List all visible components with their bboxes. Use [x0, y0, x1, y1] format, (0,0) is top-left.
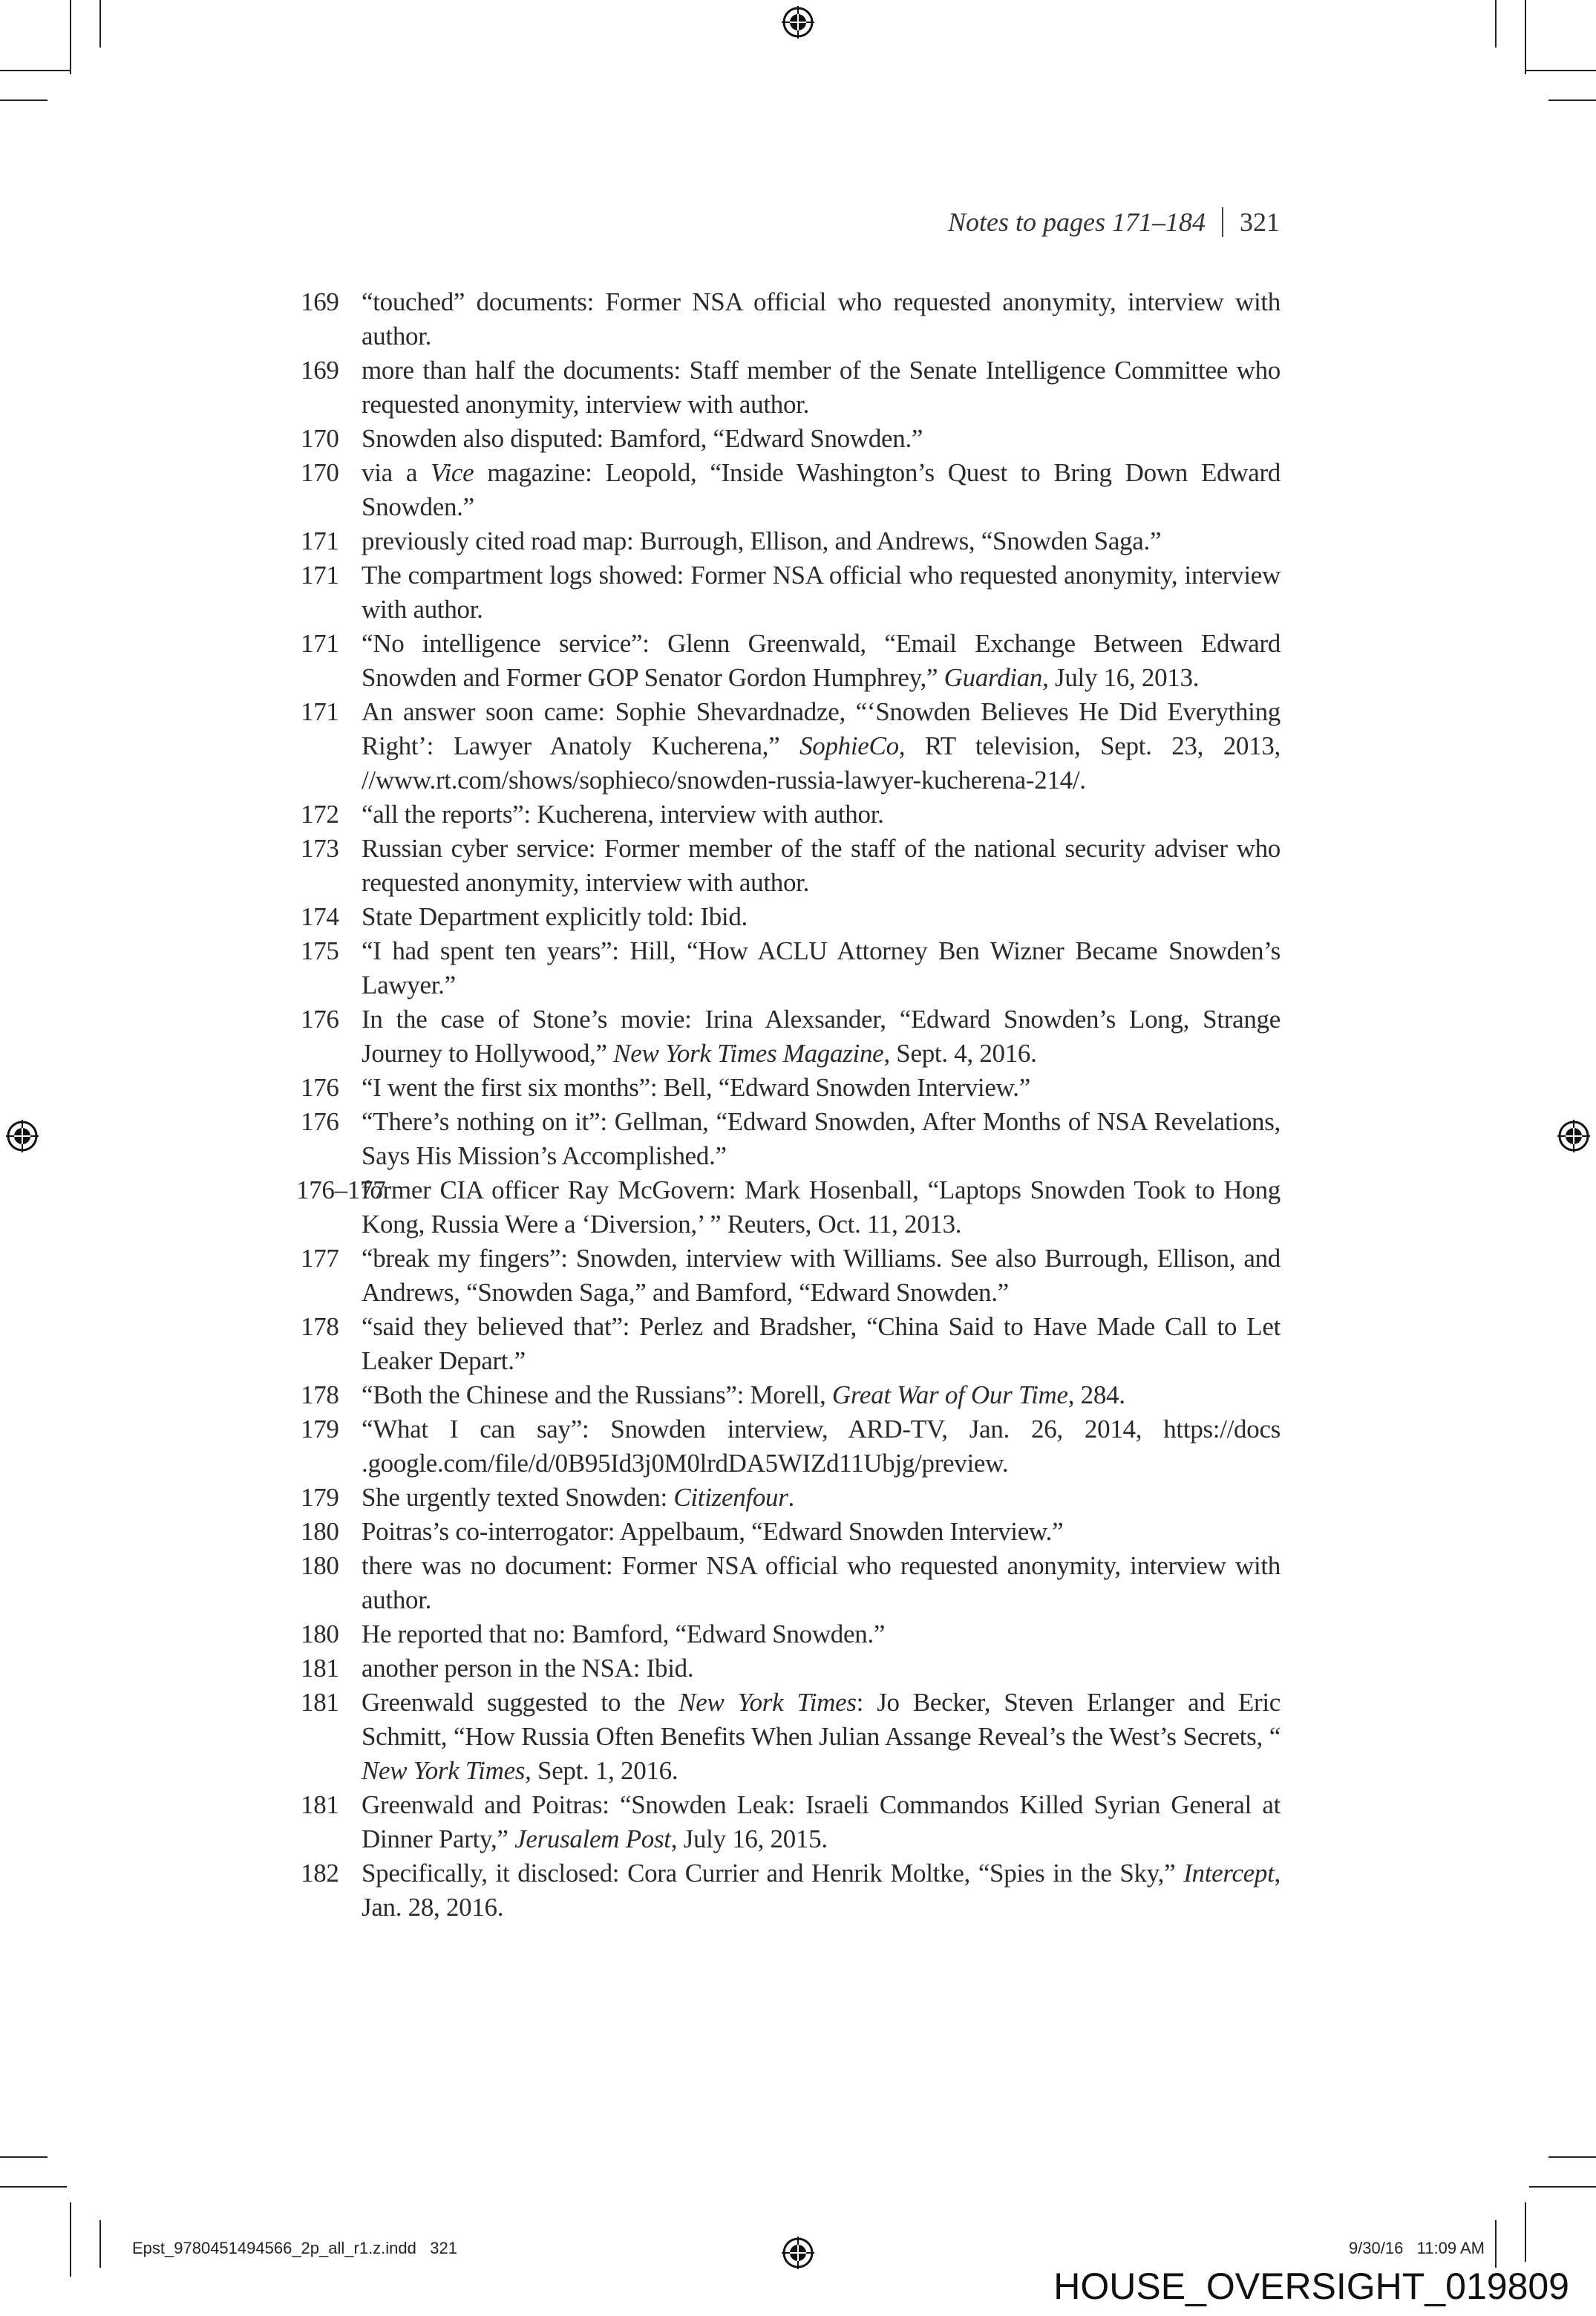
running-header-title: Notes to pages 171–184	[948, 207, 1206, 237]
footer-timestamp: 9/30/16 11:09 AM	[1348, 2239, 1485, 2257]
note-italic-title: New York Times	[362, 1756, 526, 1785]
note-item	[301, 422, 1281, 456]
registration-mark-icon	[1557, 1120, 1590, 1152]
note-text: “I went the first six months”: Bell, “Edward Snowden Interview.”	[362, 1073, 1030, 1102]
note-item	[301, 1242, 1281, 1310]
note-page-number: 176	[301, 1073, 339, 1102]
note-text: RT television, Sept. 23, 2013, //www.rt.com/shows/sophieco/snowden-russia-lawyer-kucherena-214/.	[362, 731, 1281, 795]
note-page-number: 169	[301, 287, 339, 316]
note-text: previously cited road map: Burrough, Ellison, and Andrews, “Snowden Saga.”	[362, 526, 1162, 555]
note-item	[301, 285, 1281, 353]
bates-stamp: HOUSE_OVERSIGHT_019809	[1053, 2266, 1569, 2307]
crop-mark	[0, 2186, 67, 2188]
crop-mark	[70, 0, 71, 74]
note-page-number: 176	[301, 1107, 339, 1136]
note-text: State Department explicitly told: Ibid.	[362, 902, 748, 931]
note-italic-title: Jerusalem Post	[514, 1824, 671, 1853]
note-text: “break my fingers”: Snowden, interview with Williams. See also Burrough, Ellison, and Andrews, “Snowden Saga,” and Bamford, “Edward Snowden.”	[362, 1244, 1281, 1307]
note-page-number: 171	[301, 697, 339, 726]
note-italic-title: New York Times Magazine	[613, 1039, 884, 1068]
note-text: “said they believed that”: Perlez and Bradsher, “China Said to Have Made Call to Let Leaker Depart.”	[362, 1312, 1281, 1375]
note-italic-title: SophieCo,	[799, 731, 906, 760]
crop-mark	[1548, 2156, 1596, 2158]
note-page-number: 171	[301, 629, 339, 658]
note-text: “No intelligence service”: Glenn Greenwald, “Email Exchange Between Edward Snowden and Former GOP Senator Gordon Humphrey,”	[362, 629, 1281, 692]
note-page-number: 181	[301, 1654, 339, 1683]
note-item	[301, 1515, 1281, 1549]
note-page-number: 180	[301, 1619, 339, 1648]
page-number: 321	[1240, 207, 1280, 237]
note-italic-title: Citizenfour	[673, 1483, 788, 1512]
note-page-number: 172	[301, 800, 339, 829]
note-text: “Both the Chinese and the Russians”: Morell,	[362, 1380, 832, 1409]
crop-mark	[99, 0, 101, 48]
note-page-number: 181	[301, 1790, 339, 1819]
note-italic-title: Intercept	[1183, 1859, 1275, 1888]
note-item	[301, 1378, 1281, 1412]
note-page-number: 170	[301, 458, 339, 487]
note-page-number: 169	[301, 356, 339, 385]
note-item	[301, 1412, 1281, 1481]
note-text: .	[788, 1483, 794, 1512]
note-page-number: 180	[301, 1517, 339, 1546]
note-item	[301, 1002, 1281, 1071]
note-text: , Sept. 1, 2016.	[525, 1756, 678, 1785]
note-item	[301, 1105, 1281, 1173]
note-page-number: 171	[301, 526, 339, 555]
note-page-number: 175	[301, 936, 339, 965]
note-item	[301, 1788, 1281, 1856]
note-italic-title: New York Times	[678, 1688, 857, 1717]
note-text: : Jo Becker, Steven Erlanger and Eric Schmitt, “How Russia Often Benefits When Julian Assange Reveal’s the West’s Secrets, “	[362, 1688, 1281, 1751]
registration-mark-icon	[782, 2237, 814, 2269]
note-item	[301, 1310, 1281, 1378]
note-page-number: 179	[301, 1483, 339, 1512]
note-page-number: 182	[301, 1859, 339, 1888]
note-item	[301, 456, 1281, 524]
note-text: Poitras’s co-interrogator: Appelbaum, “Edward Snowden Interview.”	[362, 1517, 1064, 1546]
endnotes-list	[296, 285, 1281, 1925]
note-text: Greenwald suggested to the	[362, 1688, 679, 1717]
crop-mark	[0, 70, 70, 71]
note-item	[301, 797, 1281, 832]
note-text: via a	[362, 458, 431, 487]
crop-mark	[1525, 0, 1526, 74]
note-text: Snowden also disputed: Bamford, “Edward Snowden.”	[362, 424, 923, 453]
note-text: magazine: Leopold, “Inside Washington’s Quest to Bring Down Edward Snowden.”	[362, 458, 1281, 521]
footer-file-info: Epst_9780451494566_2p_all_r1.z.indd 321	[132, 2239, 457, 2257]
note-text: , Sept. 4, 2016.	[883, 1039, 1037, 1068]
note-text: , July 16, 2015.	[670, 1824, 828, 1853]
note-text: “I had spent ten years”: Hill, “How ACLU Attorney Ben Wizner Became Snowden’s Lawyer.”	[362, 936, 1281, 999]
crop-mark	[0, 2156, 48, 2158]
note-item	[301, 934, 1281, 1002]
note-item	[301, 524, 1281, 558]
note-item	[301, 627, 1281, 695]
note-item	[301, 353, 1281, 422]
running-header	[948, 206, 1280, 238]
note-text: “all the reports”: Kucherena, interview with author.	[362, 800, 884, 829]
note-text: Specifically, it disclosed: Cora Currier and Henrik Moltke, “Spies in the Sky,”	[362, 1859, 1184, 1888]
crop-mark	[99, 2220, 101, 2268]
note-page-number: 174	[301, 902, 339, 931]
note-page-number: 177	[301, 1244, 339, 1273]
crop-mark	[0, 100, 48, 101]
note-page-number: 171	[301, 561, 339, 590]
note-text: another person in the NSA: Ibid.	[362, 1654, 694, 1683]
note-page-number: 178	[301, 1312, 339, 1341]
note-text: An answer soon came: Sophie Shevardnadze, “‘Snowden Believes He Did Everything Right’: Lawyer Anatoly Kucherena,”	[362, 697, 1281, 760]
note-text: “What I can say”: Snowden interview, ARD-TV, Jan. 26, 2014, https://docs .google.com/file/d/0B95Id3j0M0lrdDA5WIZd11Ubjg/preview.	[362, 1415, 1281, 1478]
note-page-number: 180	[301, 1551, 339, 1580]
crop-mark	[1526, 70, 1596, 71]
note-item	[301, 1481, 1281, 1515]
note-text: She urgently texted Snowden:	[362, 1483, 674, 1512]
crop-mark	[1525, 2202, 1526, 2262]
note-text: there was no document: Former NSA official who requested anonymity, interview with author.	[362, 1551, 1281, 1614]
note-page-number: 176–177	[296, 1175, 386, 1204]
note-text: He reported that no: Bamford, “Edward Snowden.”	[362, 1619, 886, 1648]
note-item	[301, 900, 1281, 934]
crop-mark	[1548, 100, 1596, 101]
note-item	[301, 1651, 1281, 1686]
note-item	[301, 1856, 1281, 1925]
note-page-number: 176	[301, 1005, 339, 1034]
note-italic-title: Guardian	[943, 663, 1043, 692]
note-page-number: 181	[301, 1688, 339, 1717]
header-divider	[1222, 207, 1223, 237]
note-item	[296, 1173, 1281, 1242]
note-item	[301, 1617, 1281, 1651]
note-text: “There’s nothing on it”: Gellman, “Edward Snowden, After Months of NSA Revelations, Says His Mission’s Accomplished.”	[362, 1107, 1281, 1170]
crop-mark	[1495, 0, 1497, 48]
note-italic-title: Vice	[431, 458, 474, 487]
registration-mark-icon	[782, 6, 814, 39]
note-text: , Jan. 28, 2016.	[362, 1859, 1281, 1922]
note-page-number: 178	[301, 1380, 339, 1409]
note-page-number: 179	[301, 1415, 339, 1444]
note-text: The compartment logs showed: Former NSA official who requested anonymity, interview with author.	[362, 561, 1281, 624]
note-text: , 284.	[1067, 1380, 1125, 1409]
note-item	[301, 1071, 1281, 1105]
note-page-number: 173	[301, 834, 339, 863]
note-item	[301, 1686, 1281, 1788]
note-item	[301, 695, 1281, 797]
note-page-number: 170	[301, 424, 339, 453]
note-item	[301, 558, 1281, 627]
note-item	[301, 1549, 1281, 1617]
note-text: more than half the documents: Staff member of the Senate Intelligence Committee who requested anonymity, interview with author.	[362, 356, 1281, 419]
note-text: In the case of Stone’s movie: Irina Alexsander, “Edward Snowden’s Long, Strange Journey to Hollywood,”	[362, 1005, 1281, 1068]
note-italic-title: Great War of Our Time	[831, 1380, 1068, 1409]
note-text: Greenwald and Poitras: “Snowden Leak: Israeli Commandos Killed Syrian General at Dinner Party,”	[362, 1790, 1281, 1853]
registration-mark-icon	[6, 1120, 39, 1152]
note-text: Russian cyber service: Former member of the staff of the national security adviser who requested anonymity, interview with author.	[362, 834, 1281, 897]
crop-mark	[70, 2202, 71, 2277]
crop-mark	[1495, 2220, 1497, 2268]
note-text: former CIA officer Ray McGovern: Mark Hosenball, “Laptops Snowden Took to Hong Kong, Russia Were a ‘Diversion,’ ” Reuters, Oct. 11, 2013.	[362, 1175, 1281, 1239]
note-text: , July 16, 2013.	[1042, 663, 1200, 692]
crop-mark	[1529, 2186, 1596, 2188]
note-text: “touched” documents: Former NSA official who requested anonymity, interview with author.	[362, 287, 1281, 350]
note-item	[301, 832, 1281, 900]
